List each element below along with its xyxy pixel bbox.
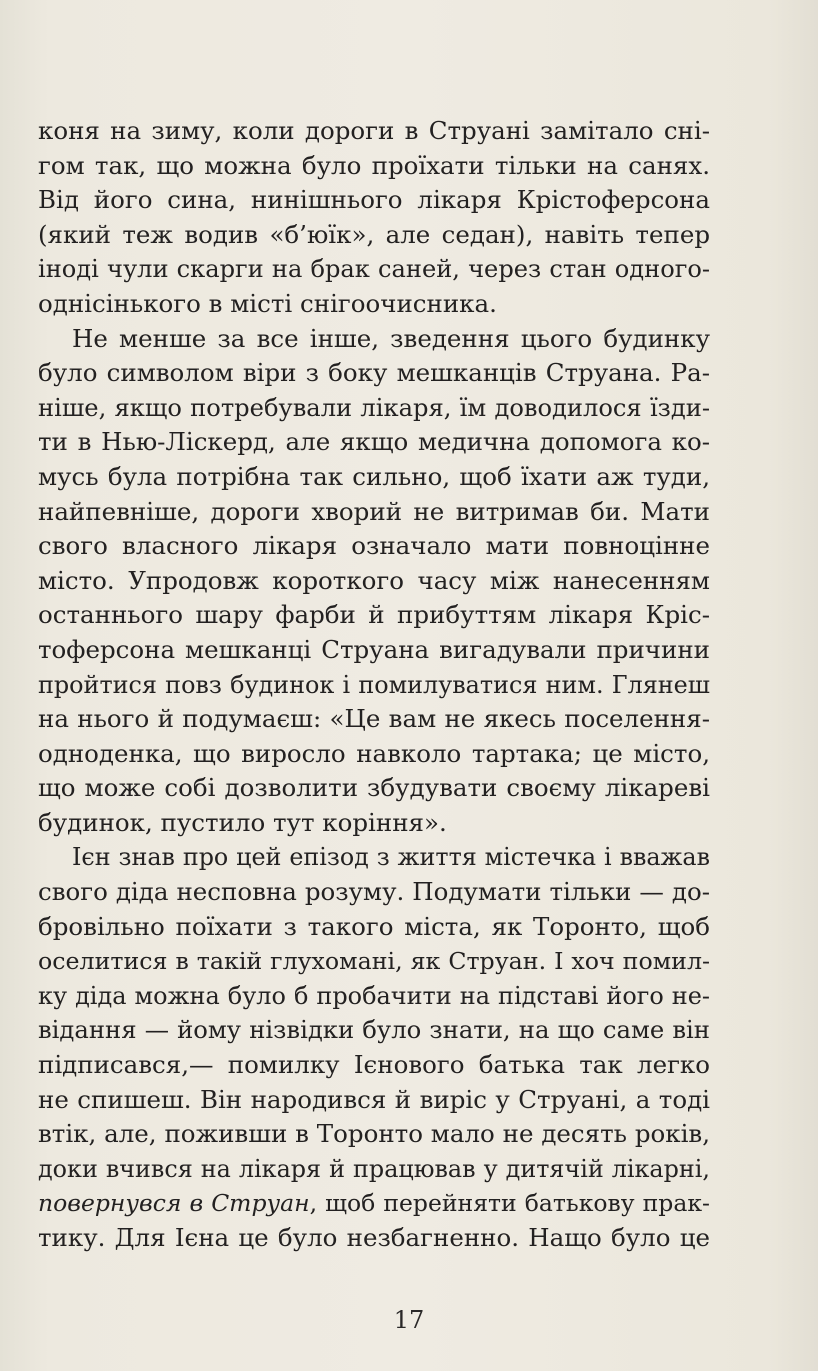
text-line: Від його сина, нинішнього лікаря Крістоферсона — [38, 185, 710, 215]
italic-phrase: повернувся в Струан — [38, 1189, 310, 1218]
text-line: іноді чули скарги на брак саней, через стан одного- — [38, 255, 710, 284]
text-line: втік, але, поживши в Торонто мало не десять років, — [38, 1119, 710, 1149]
page-number: 17 — [393, 1306, 425, 1334]
text-line: ти в Нью-Ліскерд, але якщо медична допомога ко- — [38, 427, 710, 457]
body-text — [38, 114, 710, 1256]
text-line: коня на зиму, коли дороги в Струані замітало сні- — [38, 116, 710, 145]
text-line: що може собі дозволити збудувати своєму лікареві — [38, 773, 710, 803]
text-line: було символом віри з боку мешканців Струана. Ра- — [38, 358, 710, 388]
text-line: свого діда несповна розуму. Подумати тільки — до- — [38, 877, 710, 907]
text-line: не спишеш. Він народився й виріс у Струані, а тоді — [38, 1084, 710, 1114]
text-line: найпевніше, дороги хворий не витримав би. Мати — [38, 496, 710, 526]
text-line: однісінького в місті снігоочисника. — [38, 288, 497, 318]
text-line: останнього шару фарби й прибуттям лікаря Кріс- — [38, 600, 710, 630]
paragraph-first-line: Не менше за все інше, зведення цього будинку — [72, 323, 710, 353]
text-line: тоферсона мешканці Струана вигадували причини — [38, 634, 710, 664]
text-line: пройтися повз будинок і помилуватися ним. Глянеш — [38, 670, 710, 699]
text-line: оселитися в такій глухомані, як Струан. І хоч помил- — [38, 947, 710, 976]
text-line: ку діда можна було б пробачити на підставі його не- — [38, 981, 710, 1010]
text-line: (який теж водив «б’юїк», але седан), навіть тепер — [38, 219, 710, 249]
text-line — [38, 1186, 710, 1221]
paragraph-first-line: Ієн знав про цей епізод з життя містечка і вважав — [72, 843, 710, 872]
text-line: свого власного лікаря означало мати повноцінне — [38, 531, 710, 561]
text-line: бровільно поїхати з такого міста, як Торонто, щоб — [38, 911, 710, 941]
text-line: місто. Упродовж короткого часу між нанесенням — [38, 565, 710, 595]
text-line: підписався,— помилку Ієнового батька так легко — [38, 1050, 710, 1080]
text-line: ніше, якщо потребували лікаря, їм доводилося їзди- — [38, 393, 710, 422]
text-line: тику. Для Ієна це було незбагненно. Нащо було це — [38, 1223, 710, 1252]
text-line: відання — йому нізвідки було знати, на що саме він — [38, 1015, 710, 1045]
text-line: будинок, пустило тут коріння». — [38, 807, 447, 837]
text-line: одноденка, що виросло навколо тартака; це місто, — [38, 738, 710, 768]
text-line: гом так, що можна було проїхати тільки на санях. — [38, 150, 710, 180]
text-line: мусь була потрібна так сильно, щоб їхати аж туди, — [38, 461, 710, 491]
text-line: доки вчився на лікаря й працював у дитячій лікарні, — [38, 1154, 710, 1183]
text-run: , щоб перейняти батькову прак- — [309, 1189, 710, 1218]
text-line: на нього й подумаєш: «Це вам не якесь поселення- — [38, 704, 710, 734]
